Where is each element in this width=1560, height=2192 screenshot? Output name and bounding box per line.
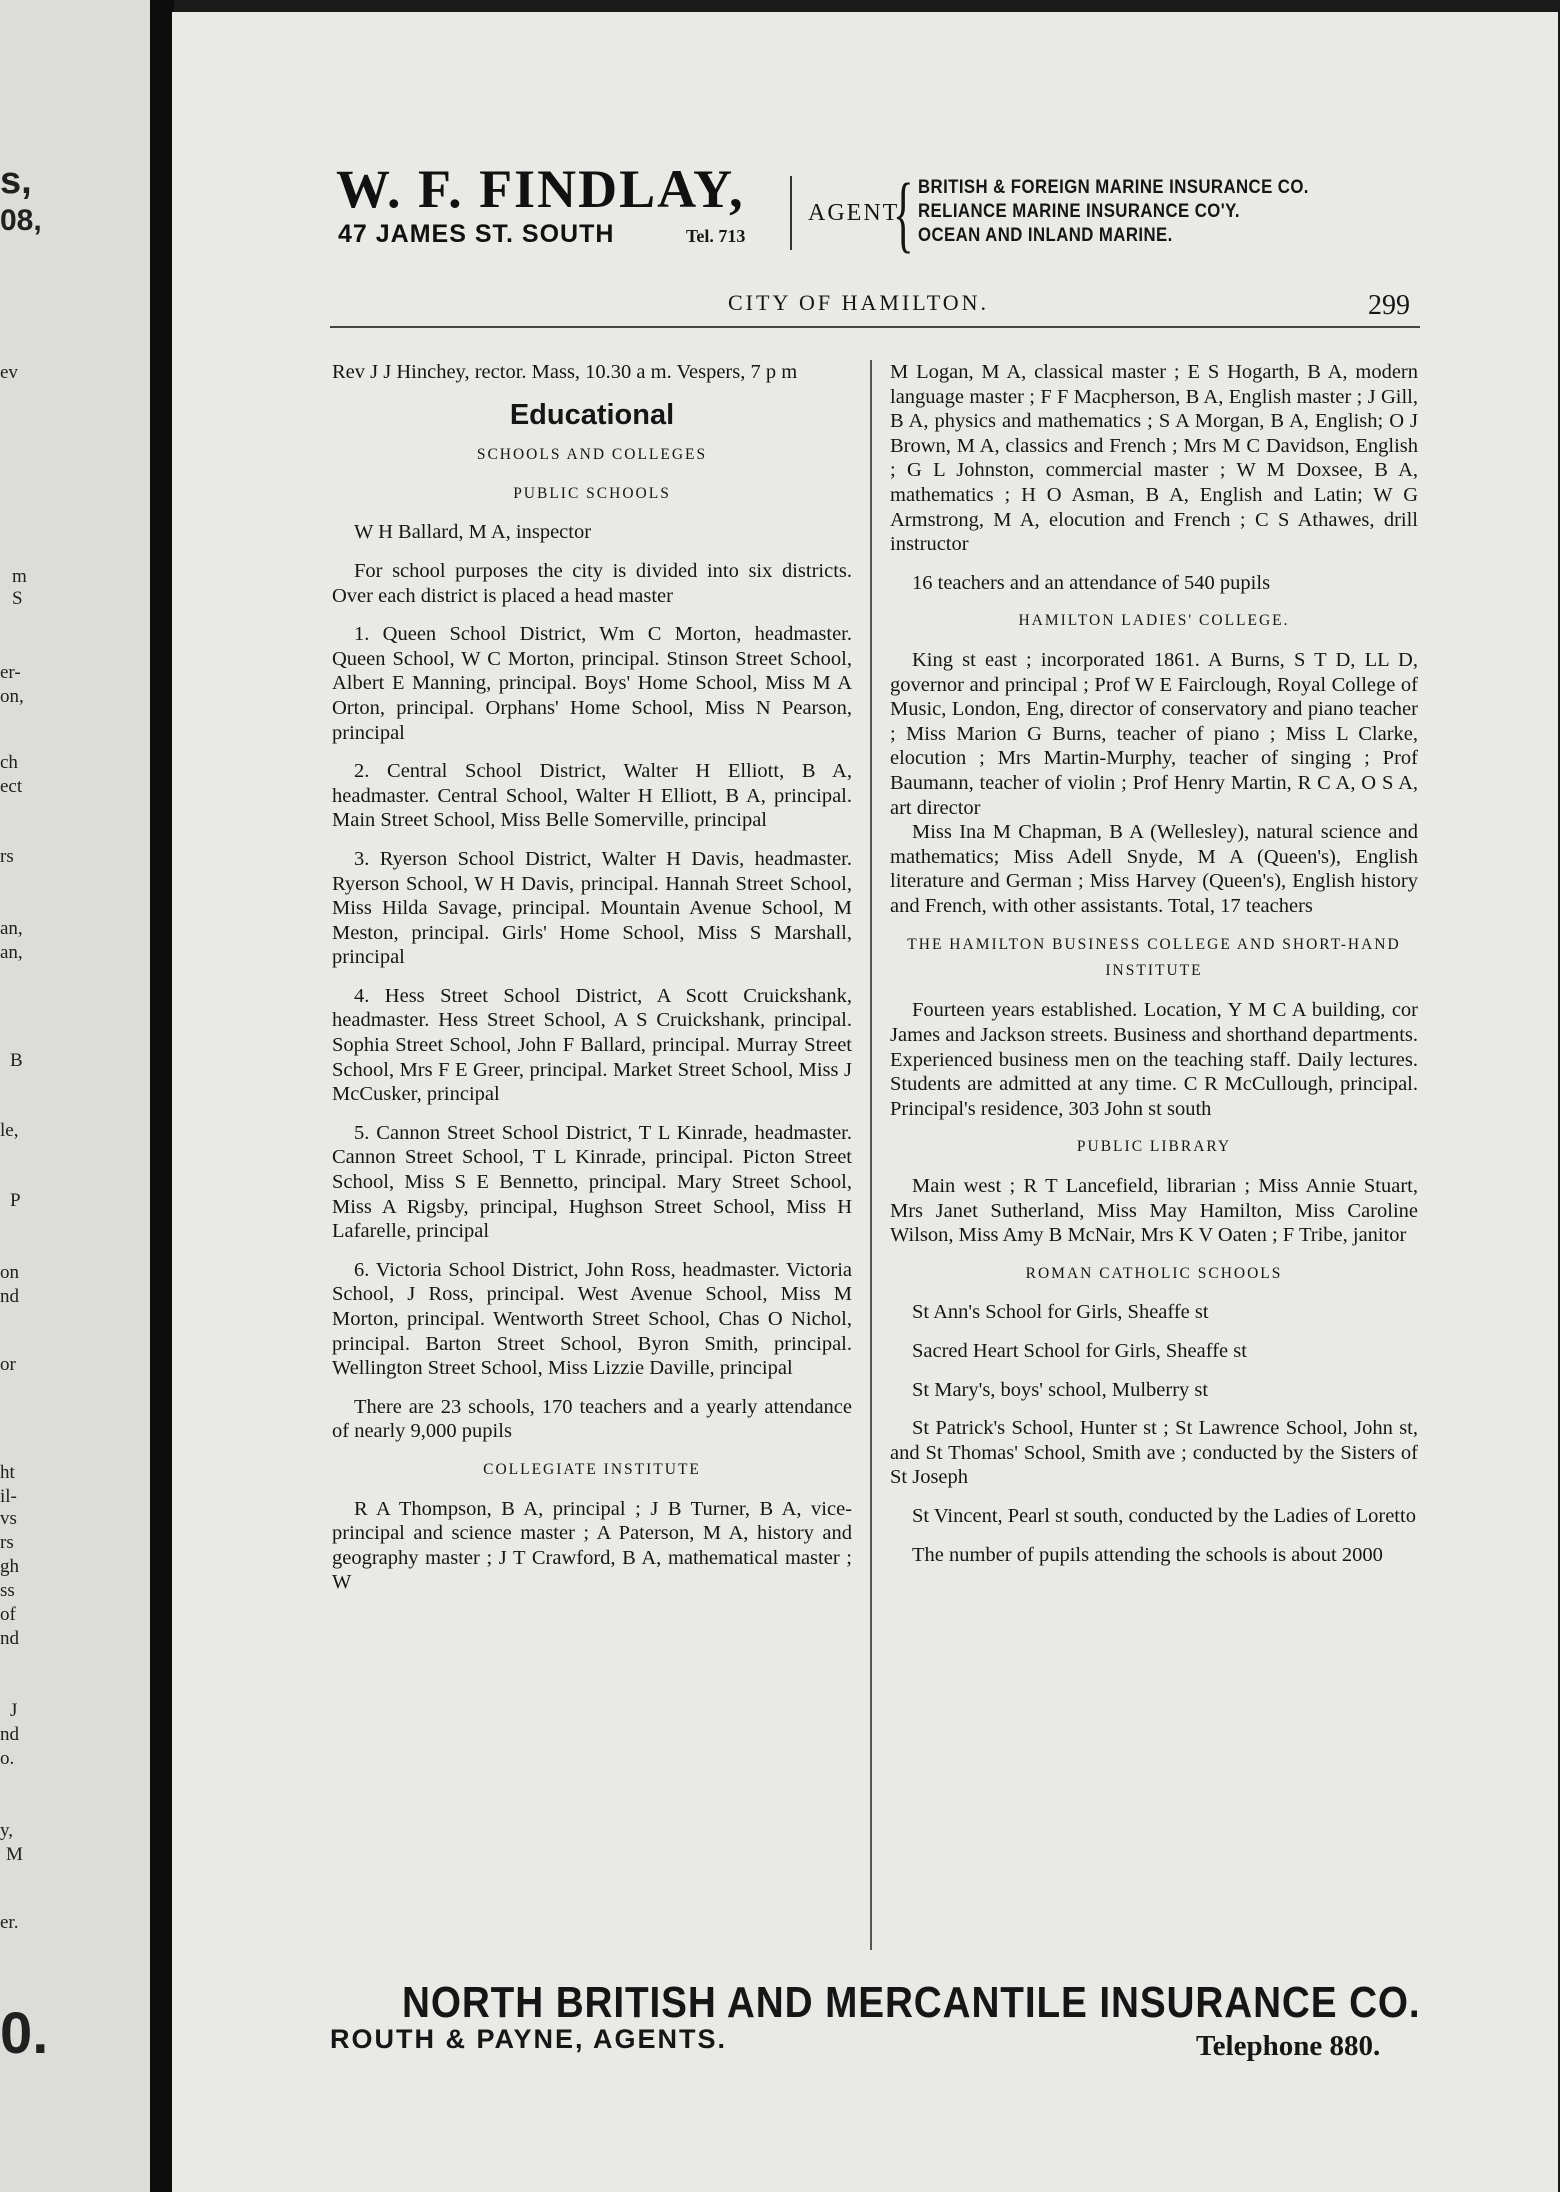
right-column (890, 360, 1418, 1581)
section-heading: Educational (509, 398, 675, 431)
margin-fragment: an, (0, 918, 23, 939)
margin-fragment: 0. (0, 2001, 49, 2066)
advertiser-telephone: Tel. 713 (686, 226, 746, 246)
subheading: PUBLIC LIBRARY (1076, 1138, 1232, 1156)
margin-fragment: or (0, 1354, 16, 1375)
margin-fragment: ch (0, 752, 18, 773)
margin-fragment: P (10, 1190, 21, 1211)
district-entry: 4. Hess Street School District, A Scott Cruickshank, headmaster. Hess Street School, A S Cruickshank, principal. Sophia Street School, John F Ballard, principal. Murray Street School, Mrs F E Greer, principal. Market Street School, Miss J McCusker, principal (332, 984, 852, 1106)
page-number: 299 (1368, 290, 1410, 321)
paragraph: Fourteen years established. Location, Y M C A building, cor James and Jackson streets. Business and shorthand departments. Experienced business men on the teaching staff. Daily lectures. Students are admitted at any time. C R McCullough, principal. Principal's residence, 303 John st south (890, 999, 1418, 1120)
footer-agents: ROUTH & PAYNE, AGENTS. (330, 2024, 728, 2054)
margin-fragment: 08, (0, 204, 42, 237)
margin-fragment: il- (0, 1486, 17, 1507)
paragraph: For school purposes the city is divided into six districts. Over each district is placed a head master (332, 559, 852, 607)
paragraph: Miss Ina M Chapman, B A (Wellesley), natural science and mathematics; Miss Adell Snyde, M A (Queen's), English literature and German ; Miss Harvey (Queen's), English history and French, with other assistants. Total, 17 teachers (890, 821, 1418, 917)
left-column (332, 360, 852, 1609)
advertiser-address: 47 JAMES ST. SOUTH (338, 220, 615, 248)
paragraph: There are 23 schools, 170 teachers and a yearly attendance of nearly 9,000 pupils (332, 1395, 852, 1443)
district-entry: 5. Cannon Street School District, T L Kinrade, headmaster. Cannon Street School, T L Kinrade, principal. Picton Street School, Miss S E Bennetto, principal. Mary Street School, Miss A Rigsby, principal, Hughson Street School, Miss H Lafarelle, principal (332, 1121, 852, 1243)
subheading: PUBLIC SCHOOLS (513, 484, 671, 502)
margin-fragment: ht (0, 1462, 15, 1483)
margin-fragment: y, (0, 1820, 14, 1841)
paragraph: King st east ; incorporated 1861. A Burns, S T D, LL D, governor and principal ; Prof W E Fairclough, Royal College of Music, London, Eng, director of conservatory and piano teacher ; Miss Marion G Burns, teacher of piano ; Miss L Clarke, elocution ; Mrs Martin-Murphy, teacher of singing ; Prof Baumann, teacher of violin ; Prof Henry Martin, R C A, O S A, art director (890, 648, 1418, 819)
margin-fragment: s, (0, 160, 32, 202)
margin-fragment: M (6, 1844, 23, 1865)
footer-advert-title: NORTH BRITISH AND MERCANTILE INSURANCE CO. (402, 1978, 1421, 2027)
agent-label: AGENT (808, 200, 900, 226)
list-item: St Ann's School for Girls, Sheaffe st (912, 1301, 1209, 1324)
advertiser-name: W. F. FINDLAY, (336, 159, 745, 219)
margin-fragment: S (12, 588, 23, 609)
district-entry: 6. Victoria School District, John Ross, headmaster. Victoria School, J Ross, principal. West Avenue School, Miss M Morton, principal. Wentworth Street School, Chas O Nichol, principal. Barton Street School, Byron Smith, principal. Wellington Street School, Miss Lizzie Daville, principal (332, 1258, 852, 1380)
inspector-entry: W H Ballard, M A, inspector (354, 521, 592, 544)
margin-fragment: of (0, 1604, 16, 1625)
margin-fragment: o. (0, 1748, 15, 1769)
margin-fragment: gh (0, 1556, 19, 1577)
district-entry: 1. Queen School District, Wm C Morton, headmaster. Queen School, W C Morton, principal. Stinson Street School, Albert E Manning, principal. Boys' Home School, Miss M A Orton, principal. Orphans' Home School, Miss N Pearson, principal (332, 623, 852, 744)
margin-fragment: er. (0, 1912, 19, 1933)
margin-fragment: ev (0, 362, 18, 383)
agency-company: RELIANCE MARINE INSURANCE CO'Y. (918, 200, 1241, 222)
church-entry: Rev J J Hinchey, rector. Mass, 10.30 a m. Vespers, 7 p m (332, 361, 798, 383)
margin-fragment: le, (0, 1120, 19, 1141)
margin-fragment: J (10, 1700, 18, 1721)
subheading: SCHOOLS AND COLLEGES (476, 446, 708, 464)
margin-fragment: m (12, 566, 27, 587)
margin-fragment: rs (0, 1532, 14, 1553)
subheading: THE HAMILTON BUSINESS COLLEGE AND SHORT-HAND INSTITUTE (907, 936, 1401, 980)
margin-fragment: nd (0, 1286, 19, 1307)
margin-fragment: er- (0, 662, 21, 683)
previous-page-edge (0, 0, 150, 2192)
district-entry: 2. Central School District, Walter H Elliott, B A, headmaster. Central School, Walter H Elliott, B A, principal. Main Street School, Miss Belle Somerville, principal (332, 760, 852, 832)
paragraph: R A Thompson, B A, principal ; J B Turner, B A, vice-principal and science master ; A Paterson, M A, history and geography master ; J T Crawford, B A, mathematical master ; W (332, 1497, 852, 1594)
brace-icon: { (893, 165, 914, 261)
margin-fragment: on, (0, 686, 24, 707)
subheading: HAMILTON LADIES' COLLEGE. (1018, 612, 1290, 630)
paragraph: Main west ; R T Lancefield, librarian ; Miss Annie Stuart, Mrs Janet Sutherland, Miss May Hamilton, Miss Caroline Wilson, Miss Amy B McNair, Mrs K V Oaten ; F Tribe, janitor (890, 1175, 1418, 1247)
district-entry: 3. Ryerson School District, Walter H Davis, headmaster. Ryerson School, W H Davis, principal. Hannah Street School, Miss Hilda Savage, principal. Mountain Avenue School, M Meston, principal. Girls' Home School, Miss S Marshall, principal (332, 847, 852, 969)
margin-fragment: ect (0, 776, 23, 797)
paragraph: M Logan, M A, classical master ; E S Hogarth, B A, modern language master ; F F Macpherson, B A, English master ; J Gill, B A, physics and mathematics ; S A Morgan, B A, English; O J Brown, M A, classics and French ; Mrs M C Davidson, English ; G L Johnston, commercial master ; W M Doxsee, B A, mathematics ; H O Asman, B A, English and Latin; W G Armstrong, M A, elocution and French ; C S Athawes, drill instructor (890, 361, 1418, 556)
list-item: The number of pupils attending the schools is about 2000 (912, 1543, 1383, 1566)
margin-fragment: nd (0, 1724, 19, 1745)
margin-fragment: vs (0, 1508, 17, 1529)
margin-fragment: on (0, 1262, 19, 1283)
paragraph: 16 teachers and an attendance of 540 pupils (912, 571, 1271, 594)
margin-fragment: B (10, 1050, 23, 1071)
binding-shadow (150, 0, 174, 2192)
list-item: St Patrick's School, Hunter st ; St Lawrence School, John st, and St Thomas' School, Smith ave ; conducted by the Sisters of St Joseph (890, 1417, 1418, 1489)
header-divider (790, 176, 792, 250)
margin-fragment: ss (0, 1580, 15, 1601)
subheading: COLLEGIATE INSTITUTE (483, 1460, 701, 1478)
column-divider (870, 360, 872, 1950)
agency-company: BRITISH & FOREIGN MARINE INSURANCE CO. (918, 176, 1309, 198)
footer-telephone: Telephone 880. (1196, 2030, 1381, 2062)
list-item: Sacred Heart School for Girls, Sheaffe st (912, 1340, 1247, 1362)
list-item: St Mary's, boys' school, Mulberry st (912, 1378, 1209, 1401)
subheading: ROMAN CATHOLIC SCHOOLS (1025, 1264, 1283, 1282)
margin-fragment: nd (0, 1628, 19, 1649)
header-rule (330, 326, 1420, 328)
margin-fragment: an, (0, 942, 23, 963)
running-head: CITY OF HAMILTON. (728, 290, 990, 315)
margin-fragment: rs (0, 846, 14, 867)
agency-company: OCEAN AND INLAND MARINE. (918, 224, 1173, 246)
list-item: St Vincent, Pearl st south, conducted by the Ladies of Loretto (912, 1504, 1416, 1527)
